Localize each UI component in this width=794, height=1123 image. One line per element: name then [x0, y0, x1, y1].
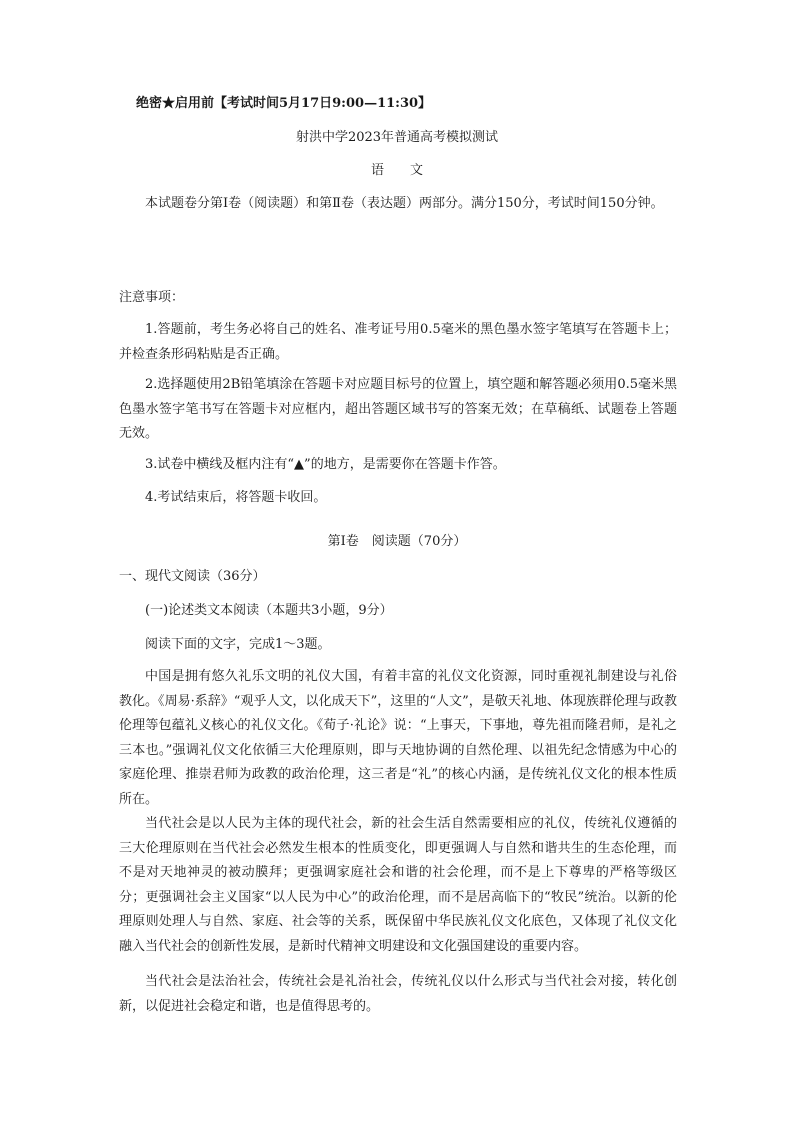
passage-paragraph-2: 当代社会是以人民为主体的现代社会，新的社会生活自然需要相应的礼仪，传统礼仪遵循的三大伦理原则在当代社会必然发生根本的性质变化，即更强调人与自然和谐共生的生态伦理，而不是对天地神灵的被动膜拜；更强调家庭社会和谐的社会伦理，而不是上下尊卑的严格等级区分；更强调社会主义国家“以人民为中心”的政治伦理，而不是居高临下的“牧民”统治。以新的伦理原则处理人与自然、家庭、社会等的关系，既保留中华民族礼仪文化底色，又体现了礼仪文化融入当代社会的创新性发展，是新时代精神文明建设和文化强国建设的重要内容。	[119, 816, 677, 954]
notice-item-4: 4.考试结束后，将答题卡收回。	[145, 490, 327, 505]
notice-title: 注意事项：	[119, 290, 185, 305]
notice-item-3: 3.试卷中横线及框内注有“▲”的地方，是需要你在答题卡作答。	[145, 457, 506, 472]
notice-item-1: 1.答题前，考生务必将自己的姓名、准考证号用0.5毫米的黑色墨水签字笔填写在答题卡上；并检查条形码粘贴是否正确。	[119, 322, 677, 362]
intro-paragraph: 本试题卷分第Ⅰ卷（阅读题）和第Ⅱ卷（表达题）两部分。满分150分，考试时间150分钟。	[145, 196, 664, 211]
school-title: 射洪中学2023年普通高考模拟测试	[295, 130, 499, 145]
passage-paragraph-3: 当代社会是法治社会，传统社会是礼治社会，传统礼仪以什么形式与当代社会对接，转化创新，以促进社会稳定和谐，也是值得思考的。	[119, 974, 677, 1014]
subject-title: 语 文	[370, 163, 423, 178]
reading-instruction: 阅读下面的文字，完成1～3题。	[145, 637, 331, 652]
passage-paragraph-1: 中国是拥有悠久礼乐文明的礼仪大国，有着丰富的礼仪文化资源，同时重视礼制建设与礼俗教化。《周易·系辞》“观乎人文，以化成天下”，这里的“人文”，是敬天礼地、体现族群伦理与政教伦理等包蕴礼义核心的礼仪文化。《荀子·礼论》说：“上事天，下事地，尊先祖而隆君师，是礼之三本也。”强调礼仪文化依循三大伦理原则，即与天地协调的自然伦理、以祖先纪念情感为中心的家庭伦理、推崇君师为政教的政治伦理，这三者是“礼”的核心内涵，是传统礼仪文化的根本性质所在。	[119, 669, 677, 807]
subsection1-heading: (一)论述类文本阅读（本题共3小题，9分）	[145, 603, 393, 618]
part1-title: 第Ⅰ卷 阅读题（70分）	[327, 534, 467, 549]
section1-heading: 一、现代文阅读（36分）	[119, 569, 266, 584]
notice-item-2: 2.选择题使用2B铅笔填涂在答题卡对应题目标号的位置上，填空题和解答题必须用0.5毫米黑色墨水签字笔书写在答题卡对应框内，超出答题区域书写的答案无效；在草稿纸、试题卷上答题无效。	[119, 377, 677, 441]
secret-line: 绝密★启用前【考试时间5月17日9:00—11:30】	[136, 96, 432, 111]
